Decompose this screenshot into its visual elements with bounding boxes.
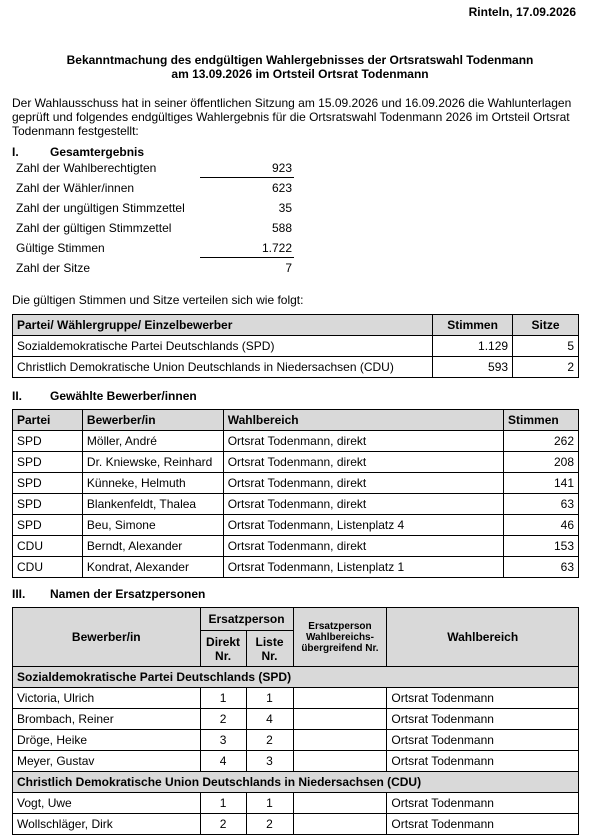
table-row — [13, 730, 579, 751]
document-title — [0, 53, 600, 81]
summary-row — [16, 258, 294, 278]
table-row — [13, 473, 579, 494]
cell-candidate: Dröge, Heike — [13, 730, 201, 751]
party-results-table — [12, 314, 579, 378]
cell-party: CDU — [13, 557, 83, 578]
summary-value: 623 — [271, 181, 292, 195]
intro-line-1: Der Wahlausschuss hat in seiner öffentlichen Sitzung am 15.09.2026 und 16.09.2026 die Wahlunterlagen — [12, 96, 572, 110]
cell-party: SPD — [13, 473, 83, 494]
summary-row — [16, 158, 294, 178]
cell-constituency: Ortsrat Todenmann, direkt — [223, 536, 503, 557]
cell-candidate: Kondrat, Alexander — [82, 557, 223, 578]
party-votes: 593 — [433, 357, 513, 378]
cell-constituency: Ortsrat Todenmann — [387, 751, 579, 772]
header-constituency: Wahlbereich — [387, 608, 579, 667]
cell-direct-no: 1 — [200, 793, 246, 814]
cell-direct-no: 1 — [200, 688, 246, 709]
cell-cross-no — [293, 709, 387, 730]
cell-cross-no — [293, 730, 387, 751]
cell-constituency: Ortsrat Todenmann — [387, 688, 579, 709]
cell-candidate: Wollschläger, Dirk — [13, 814, 201, 835]
table-row — [13, 336, 579, 357]
cell-candidate: Blankenfeldt, Thalea — [82, 494, 223, 515]
summary-row — [16, 198, 294, 218]
header-candidate: Bewerber/in — [82, 410, 223, 431]
cell-party: SPD — [13, 515, 83, 536]
summary-block — [16, 158, 294, 278]
party-seats: 5 — [513, 336, 579, 357]
cell-direct-no: 4 — [200, 751, 246, 772]
header-constituency: Wahlbereich — [223, 410, 503, 431]
cell-cross-no — [293, 751, 387, 772]
summary-value: 588 — [271, 221, 292, 235]
table-row — [13, 793, 579, 814]
summary-row — [16, 238, 294, 258]
summary-label: Zahl der gültigen Stimmzettel — [16, 221, 172, 235]
summary-row — [16, 178, 294, 198]
cell-constituency: Ortsrat Todenmann — [387, 709, 579, 730]
table-row — [13, 452, 579, 473]
summary-label: Zahl der ungültigen Stimmzettel — [16, 201, 185, 215]
group-row-cdu — [13, 772, 579, 793]
summary-label: Zahl der Wähler/innen — [16, 181, 135, 195]
summary-value: 1.722 — [261, 241, 292, 255]
section-3-number: III. — [12, 587, 26, 601]
table-row — [13, 431, 579, 452]
title-line-2: am 13.09.2026 im Ortsteil Ortsrat Todenmann — [171, 67, 429, 81]
section-1-number: I. — [12, 145, 19, 159]
section-2-heading — [12, 389, 312, 403]
table-row — [13, 688, 579, 709]
table-header-row — [13, 315, 579, 336]
header-votes: Stimmen — [433, 315, 513, 336]
cell-direct-no: 2 — [200, 814, 246, 835]
section-3-title: Namen der Ersatzpersonen — [50, 587, 206, 601]
section-2-title: Gewählte Bewerber/innen — [50, 389, 197, 403]
cell-constituency: Ortsrat Todenmann — [387, 793, 579, 814]
cell-candidate: Berndt, Alexander — [82, 536, 223, 557]
cell-cross-no — [293, 793, 387, 814]
table-row — [13, 494, 579, 515]
cell-cross-no — [293, 688, 387, 709]
header-seats: Sitze — [513, 315, 579, 336]
party-seats: 2 — [513, 357, 579, 378]
distribution-text: Die gültigen Stimmen und Sitze verteilen sich wie folgt: — [12, 293, 304, 307]
cell-votes: 208 — [504, 452, 579, 473]
cell-cross-no — [293, 814, 387, 835]
cell-candidate: Künneke, Helmuth — [82, 473, 223, 494]
cell-constituency: Ortsrat Todenmann, direkt — [223, 494, 503, 515]
cell-party: SPD — [13, 431, 83, 452]
cell-constituency: Ortsrat Todenmann — [387, 730, 579, 751]
summary-label: Zahl der Sitze — [16, 261, 91, 275]
cell-constituency: Ortsrat Todenmann — [387, 814, 579, 835]
summary-value: 7 — [285, 261, 292, 275]
cell-direct-no: 2 — [200, 709, 246, 730]
table-row — [13, 751, 579, 772]
header-list-no: Liste Nr. — [246, 631, 293, 667]
table-row — [13, 814, 579, 835]
cell-votes: 46 — [504, 515, 579, 536]
intro-line-3: Todenmann festgestellt: — [12, 124, 139, 138]
cell-votes: 141 — [504, 473, 579, 494]
table-row — [13, 357, 579, 378]
table-header-row — [13, 608, 579, 631]
cell-votes: 63 — [504, 557, 579, 578]
cell-candidate: Beu, Simone — [82, 515, 223, 536]
table-header-row — [13, 410, 579, 431]
section-2-number: II. — [12, 389, 23, 403]
cell-constituency: Ortsrat Todenmann, direkt — [223, 431, 503, 452]
place-date: Rinteln, 17.09.2026 — [468, 5, 576, 19]
cell-candidate: Dr. Kniewske, Reinhard — [82, 452, 223, 473]
cell-candidate: Möller, André — [82, 431, 223, 452]
section-1-heading — [12, 145, 312, 159]
cell-constituency: Ortsrat Todenmann, Listenplatz 1 — [223, 557, 503, 578]
cell-party: CDU — [13, 536, 83, 557]
group-name: Christlich Demokratische Union Deutschlands in Niedersachsen (CDU) — [13, 772, 579, 793]
cell-list-no: 1 — [246, 793, 293, 814]
header-cross-constituency: Ersatzperson Wahlbereichs-übergreifend Nr. — [293, 608, 387, 667]
header-party: Partei — [13, 410, 83, 431]
header-party: Partei/ Wählergruppe/ Einzelbewerber — [13, 315, 433, 336]
party-name: Sozialdemokratische Partei Deutschlands (SPD) — [13, 336, 433, 357]
cell-candidate: Brombach, Reiner — [13, 709, 201, 730]
intro-paragraph — [12, 96, 592, 138]
table-row — [13, 557, 579, 578]
summary-label: Zahl der Wahlberechtigten — [16, 161, 157, 175]
cell-constituency: Ortsrat Todenmann, direkt — [223, 452, 503, 473]
table-row — [13, 536, 579, 557]
cell-party: SPD — [13, 494, 83, 515]
table-row — [13, 515, 579, 536]
cell-party: SPD — [13, 452, 83, 473]
header-candidate: Bewerber/in — [13, 608, 201, 667]
elected-candidates-table — [12, 409, 579, 578]
cell-list-no: 3 — [246, 751, 293, 772]
group-name: Sozialdemokratische Partei Deutschlands (SPD) — [13, 667, 579, 688]
cell-direct-no: 3 — [200, 730, 246, 751]
party-name: Christlich Demokratische Union Deutschlands in Niedersachsen (CDU) — [13, 357, 433, 378]
section-1-title: Gesamtergebnis — [50, 145, 145, 159]
summary-row — [16, 218, 294, 238]
cell-candidate: Vogt, Uwe — [13, 793, 201, 814]
cell-votes: 63 — [504, 494, 579, 515]
cell-candidate: Victoria, Ulrich — [13, 688, 201, 709]
summary-value: 923 — [271, 161, 292, 175]
cell-constituency: Ortsrat Todenmann, direkt — [223, 473, 503, 494]
summary-label: Gültige Stimmen — [16, 241, 105, 255]
cell-list-no: 2 — [246, 814, 293, 835]
section-3-heading — [12, 587, 312, 601]
summary-value: 35 — [278, 201, 292, 215]
cell-constituency: Ortsrat Todenmann, Listenplatz 4 — [223, 515, 503, 536]
cell-candidate: Meyer, Gustav — [13, 751, 201, 772]
title-line-1: Bekanntmachung des endgültigen Wahlergebnisses der Ortsratswahl Todenmann — [66, 53, 534, 67]
cell-list-no: 4 — [246, 709, 293, 730]
cell-votes: 153 — [504, 536, 579, 557]
header-substitute: Ersatzperson — [200, 608, 293, 631]
cell-list-no: 2 — [246, 730, 293, 751]
intro-line-2: geprüft und folgendes endgültiges Wahlergebnis für die Ortsratswahl Todenmann 2026 im Ortsteil Ortsrat — [12, 110, 570, 124]
substitutes-table — [12, 607, 579, 835]
header-votes: Stimmen — [504, 410, 579, 431]
cell-votes: 262 — [504, 431, 579, 452]
header-direct-no: Direkt Nr. — [200, 631, 246, 667]
table-row — [13, 709, 579, 730]
party-votes: 1.129 — [433, 336, 513, 357]
cell-list-no: 1 — [246, 688, 293, 709]
group-row-spd — [13, 667, 579, 688]
